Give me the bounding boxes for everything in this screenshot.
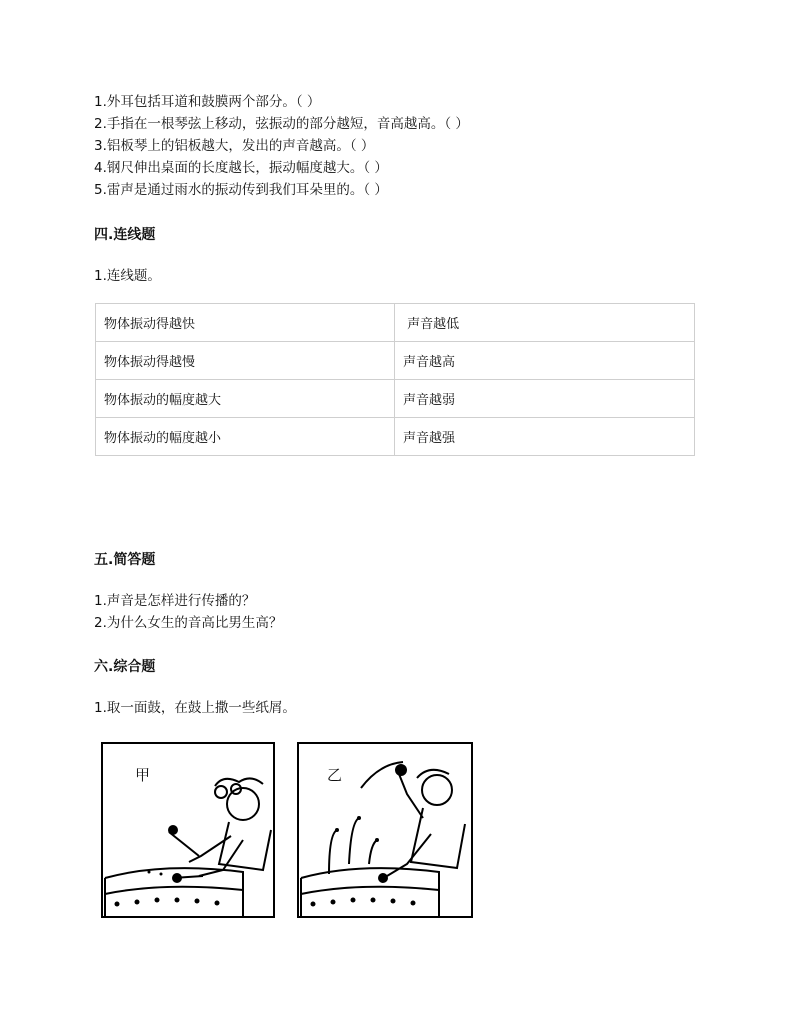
table-row (96, 304, 695, 342)
judgement-item-5: 5.雷声是通过雨水的振动传到我们耳朵里的。（ ） (94, 182, 388, 198)
section-5-question-2: 2.为什么女生的音高比男生高？ (94, 615, 283, 631)
table-cell-left: 物体振动的幅度越小 (96, 418, 395, 456)
judgement-item-4: 4.钢尺伸出桌面的长度越长，振动幅度越大。（ ） (94, 160, 388, 176)
section-4-question: 1.连线题。 (94, 268, 161, 284)
drum-player-illustration (103, 744, 273, 916)
figure-yi-label: 乙 (327, 766, 343, 784)
table-cell-left: 物体振动的幅度越大 (96, 380, 395, 418)
table-row (96, 418, 695, 456)
table-cell-right: 声音越弱 (395, 380, 695, 418)
table-row (96, 342, 695, 380)
figure-jia (101, 742, 275, 918)
table-cell-left: 物体振动得越慢 (96, 342, 395, 380)
table-cell-right: 声音越低 (395, 304, 695, 342)
table-cell-right: 声音越强 (395, 418, 695, 456)
section-6-title: 六.综合题 (94, 659, 156, 675)
section-5-question-1: 1.声音是怎样进行传播的？ (94, 593, 256, 609)
table-row (96, 380, 695, 418)
judgement-item-1: 1.外耳包括耳道和鼓膜两个部分。（ ） (94, 94, 321, 110)
judgement-item-2: 2.手指在一根琴弦上移动，弦振动的部分越短，音高越高。（ ） (94, 116, 469, 132)
section-4-title: 四.连线题 (94, 227, 156, 243)
table-cell-left: 物体振动得越快 (96, 304, 395, 342)
section-5-title: 五.简答题 (94, 552, 156, 568)
drum-player-illustration (299, 744, 471, 916)
judgement-item-3: 3.铝板琴上的铝板越大，发出的声音越高。（ ） (94, 138, 375, 154)
figure-yi (297, 742, 473, 918)
table-cell-right: 声音越高 (395, 342, 695, 380)
figure-jia-label: 甲 (135, 766, 151, 784)
section-6-question: 1.取一面鼓，在鼓上撒一些纸屑。 (94, 700, 296, 716)
matching-table (95, 303, 695, 456)
